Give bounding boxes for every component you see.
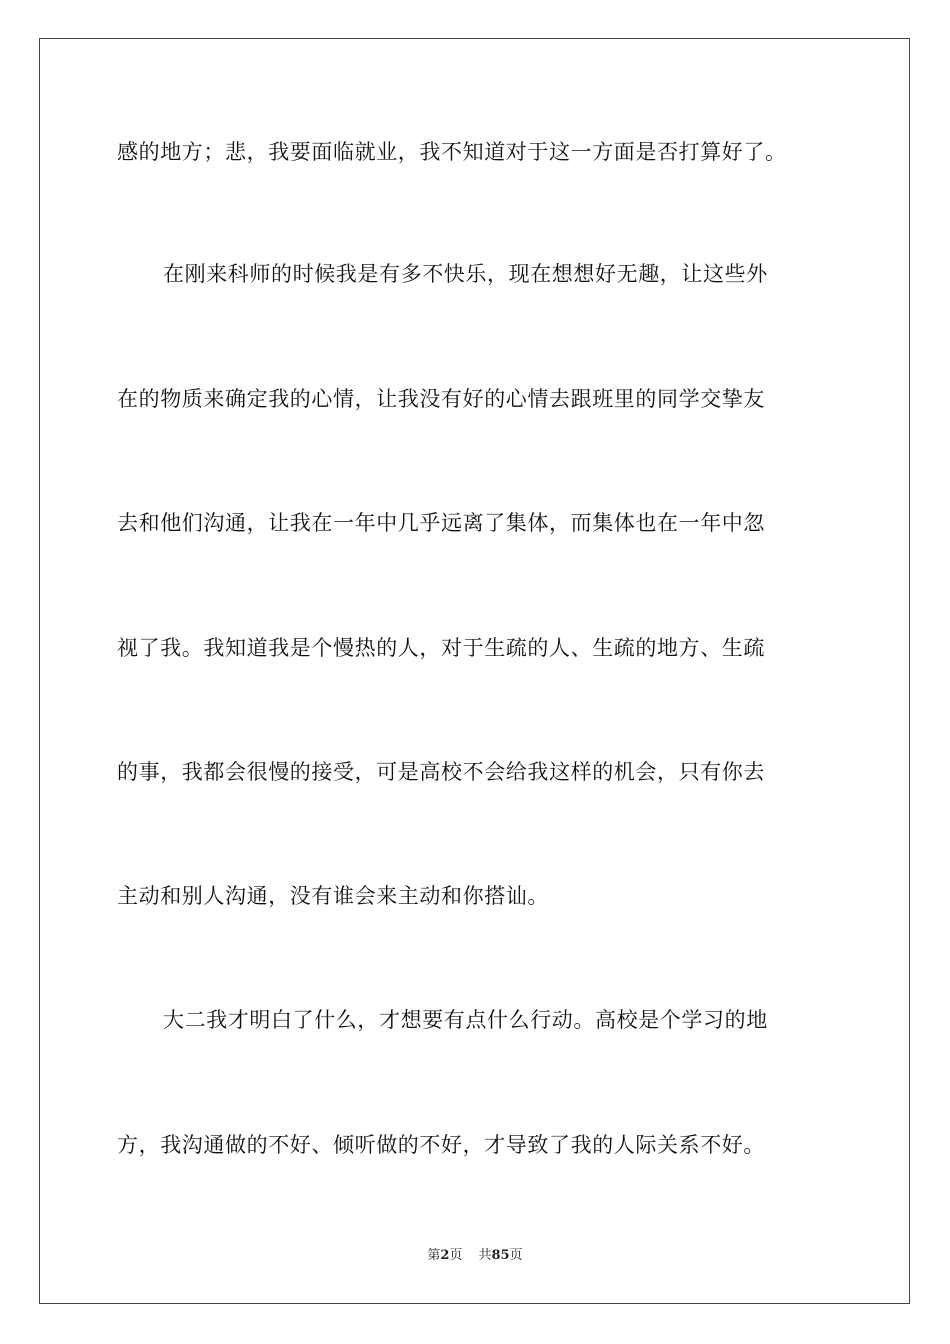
- footer-total-suffix: 页: [509, 1248, 523, 1263]
- footer-total-pages: 85: [491, 1248, 510, 1263]
- footer-page-number: 2: [440, 1248, 450, 1263]
- text-line-9: 方，我沟通做的不好、倾听做的不好，才导致了我的人际关系不好。: [117, 1133, 765, 1157]
- footer-page-suffix: 页: [449, 1248, 463, 1263]
- text-line-8-paragraph-start: 大二我才明白了什么，才想要有点什么行动。高校是个学习的地: [163, 1008, 768, 1032]
- text-line-1: 感的地方；悲，我要面临就业，我不知道对于这一方面是否打算好了。: [117, 140, 787, 164]
- footer-total-prefix: 共: [478, 1248, 492, 1263]
- text-line-7: 主动和别人沟通，没有谁会来主动和你搭讪。: [117, 884, 549, 908]
- text-line-2-paragraph-start: 在刚来科师的时候我是有多不快乐，现在想想好无趣，让这些外: [163, 262, 768, 286]
- text-line-5: 视了我。我知道我是个慢热的人，对于生疏的人、生疏的地方、生疏: [117, 636, 765, 660]
- text-line-3: 在的物质来确定我的心情，让我没有好的心情去跟班里的同学交挚友: [117, 387, 765, 411]
- text-line-6: 的事，我都会很慢的接受，可是高校不会给我这样的机会，只有你去: [117, 760, 765, 784]
- page-frame: [39, 38, 910, 1304]
- footer-page-prefix: 第: [427, 1248, 441, 1263]
- page-footer: [0, 1246, 950, 1266]
- text-line-4: 去和他们沟通，让我在一年中几乎远离了集体，而集体也在一年中忽: [117, 511, 765, 535]
